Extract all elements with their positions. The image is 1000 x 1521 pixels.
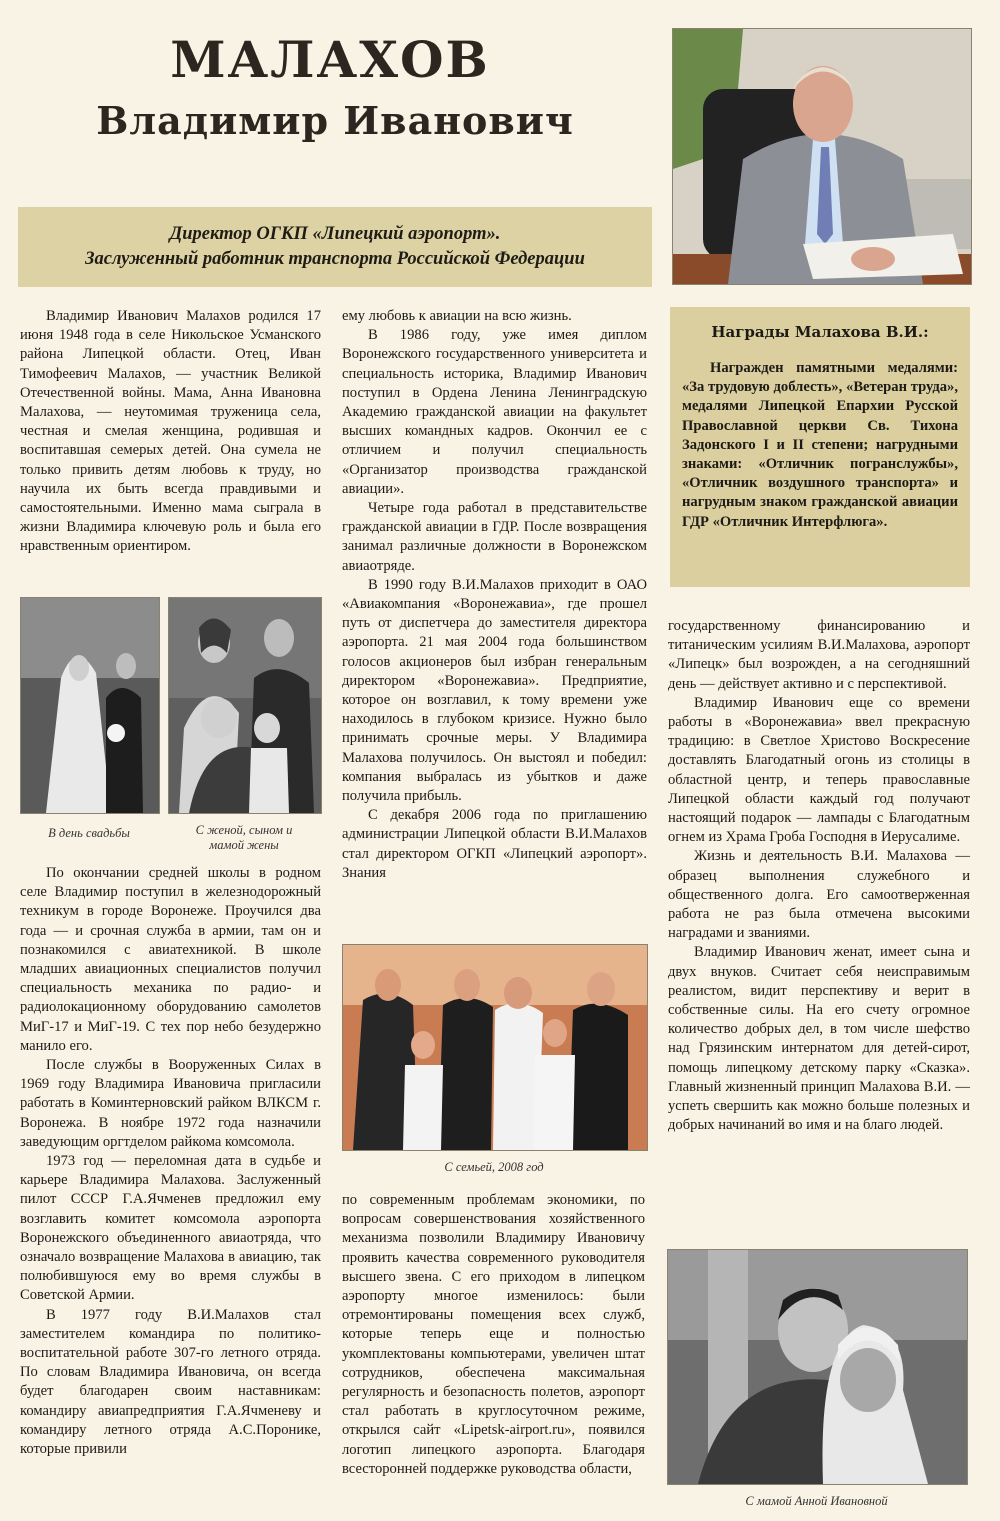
- banner-line-1: Директор ОГКП «Липецкий аэропорт».: [169, 224, 501, 244]
- paragraph: по современным проблемам экономики, по вопросам совершенствования хозяйственного механизма позволили Владимиру Ивановичу проявить качества современного руководителя высшего звена. С его приходом в липецком аэропорту многое изменилось: были отремонтированы помещения всех служб, которые теперь еще и полностью укомплектованы компьютерами, увеличен штат сотрудников, обеспечена максимальная регулярность и безопасность полетов, аэропорт стал работать в круглосуточном режиме, открылся сайт «Lipetsk-airport.ru», появился логотип липецкого аэропорта. Благодаря всесторонней поддержке руководства области,: [342, 1192, 645, 1477]
- caption-wedding: В день свадьбы: [48, 826, 130, 840]
- portrait-photo: [672, 28, 972, 285]
- paragraph: В 1990 году В.И.Малахов приходит в ОАО «Авиакомпания «Воронежавиа», где прошел путь от диспетчера до заместителя директора аэропорта. 21 мая 2004 года большинством голосов акционеров был избран генеральным директором «Воронежавиа». Предприятие, которое он возглавил, к тому времени уже находилось в глубоком кризисе. Нужно было принимать срочные меры. У Владимира Малахова получилось. Он выстоял и победил: компания выбралась из убытков и даже получила прибыль.: [342, 576, 647, 805]
- paragraph: государственному финансированию и титаническим усилиям В.И.Малахова, аэропорт «Липецк» был возрожден, а на сегодняшний день — действует активно и с перспективой.: [668, 618, 970, 692]
- family-2008-photo: [342, 944, 648, 1151]
- column-3: [668, 617, 970, 1217]
- person-name: Владимир Иванович: [96, 98, 574, 143]
- caption-mother: С мамой Анной Ивановной: [745, 1494, 888, 1508]
- mother-photo: [667, 1249, 968, 1485]
- paragraph: Владимир Иванович еще со времени работы в «Воронежавиа» ввел прекрасную традицию: в Светлое Христово Воскресение доставлять Благодатный огонь из столицы в областной центр, и теперь православные Липецкой области каждый год получают настоящий подарок — лампады с Благодатным огнем из Храма Гроба Господня в Иерусалиме.: [668, 694, 970, 846]
- paragraph: Владимир Иванович Малахов родился 17 июня 1948 года в селе Никольское Усманского района Липецкой области. Отец, Иван Тимофеевич Малахов, — участник Великой Отечественной войны. Мама, Анна Ивановна Малахова, — неутомимая труженица села, честная и смелая женщина, родившая и воспитавшая семерых детей. Она сумела не только привить детям любовь к труду, но научила их быть всегда правдивыми и самостоятельными. Именно мама сыграла в жизни Владимира ключевую роль и была его нравственным ориентиром.: [20, 308, 321, 555]
- paragraph: По окончании средней школы в родном селе Владимир поступил в железнодорожный техникум в городе Воронеже. Проучился два года — и срочная служба в армии, там он и познакомился с авиатехникой. В школе младших авиационных специалистов получил специальность механика по радио- и радиолокационному оборудованию самолетов МиГ-17 и МиГ-19. С тех пор небо безудержно манило его.: [20, 865, 321, 1054]
- paragraph: После службы в Вооруженных Силах в 1969 году Владимира Ивановича пригласили работать в Коминтерновский райком ВЛКСМ г. Воронежа. В ноябре 1972 года назначили заведующим оргтделом райкома комсомола.: [20, 1057, 321, 1150]
- paragraph: Четыре года работал в представительстве гражданской авиации в ГДР. После возвращения занимал различные должности в Воронежском авиаотряде.: [342, 500, 647, 574]
- column-2-bottom: [342, 1191, 645, 1516]
- awards-box: [670, 307, 970, 587]
- paragraph: С декабря 2006 года по приглашению администрации Липецкой области В.И.Малахов стал директором ОГКП «Липецкий аэропорт». Знания: [342, 807, 647, 881]
- wedding-photo: [20, 597, 160, 814]
- paragraph: В 1986 году, уже имея диплом Воронежского государственного университета и специальность историка, Владимир Иванович поступил в Ордена Ленина Ленинградскую Академию гражданской авиации на факультет высших командных кадров. Окончил ее с отличием и получил специальность «Организатор производства гражданской авиации».: [342, 327, 647, 497]
- paragraph: Владимир Иванович женат, имеет сына и двух внуков. Считает себя неисправимым реалистом, видит перспективу и верит в собственные силы. На его счету огромное количество добрых дел, в том числе шефство над Грязинским интернатом для детей-сирот, помощь липецкому детскому парку «Сказка». Главный жизненный принцип Малахова В.И. — успеть свершить как можно больше полезных и добрых начинаний во имя и на благо людей.: [668, 944, 970, 1134]
- wife-family-photo: [168, 597, 322, 814]
- person-surname: МАЛАХОВ: [170, 30, 490, 89]
- position-banner: [18, 207, 652, 287]
- paragraph: В 1977 году В.И.Малахов стал заместителем командира по политико-воспитательной работе 307-го летного отряда. По словам Владимира Ивановича, он всегда будет благодарен своим наставникам: командиру авиапредприятия Г.А.Ячменеву и командиру летного отряда А.С.Поронике, которые привили: [20, 1306, 321, 1458]
- awards-title: Награды Малахова В.И.:: [711, 323, 929, 341]
- column-1-top: [20, 307, 321, 582]
- paragraph: ему любовь к авиации на всю жизнь.: [342, 308, 572, 324]
- banner-line-2: Заслуженный работник транспорта Российской Федерации: [85, 249, 585, 269]
- column-2-top: [342, 307, 647, 927]
- caption-wife-family: С женой, сыном и мамой жены: [195, 823, 293, 852]
- awards-text: Награжден памятными медалями: «За трудовую доблесть», «Ветеран труда», медалями Липецкой Епархии Русской Православной церкви Св. Тихона Задонского I и II степени; нагрудными знаками: «Отличник погранслужбы», «Отличник воздушного транспорта» и нагрудным знаком гражданской авиации ГДР «Отличник Интерфлюга».: [682, 360, 958, 530]
- caption-family-2008: С семьей, 2008 год: [444, 1160, 544, 1174]
- paragraph: Жизнь и деятельность В.И. Малахова — образец выполнения служебного и общественного долга. Его самоотверженная работа не раз была отмечена высокими наградами и званиями.: [668, 848, 970, 942]
- column-1-bottom: [20, 864, 321, 1509]
- paragraph: 1973 год — переломная дата в судьбе и карьере Владимира Малахова. Заслуженный пилот СССР Г.А.Ячменев предложил ему возглавить комитет комсомола аэропорта Воронежского объединенного авиаотряда, что означало возвращение Малахова в авиацию, так полюбившуюся ему во время службы в Советской Армии.: [20, 1153, 321, 1304]
